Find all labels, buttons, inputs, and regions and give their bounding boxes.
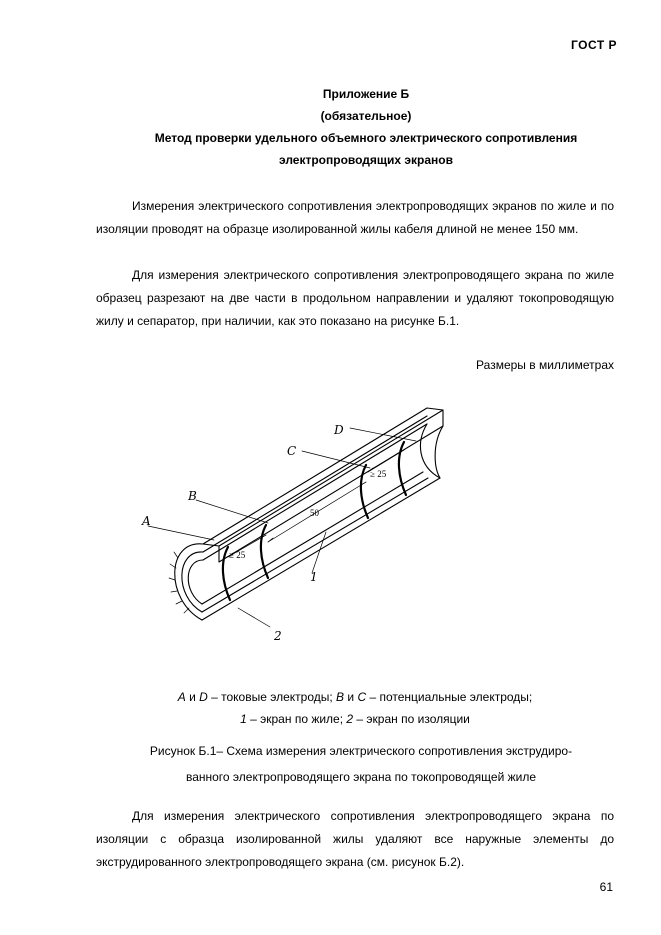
legend-potential-electrodes: – потенциальные электроды;	[366, 690, 533, 704]
dim-label-middle: 50	[310, 508, 319, 518]
electrode-c-ring	[361, 465, 368, 518]
standard-header: ГОСТ Р	[570, 38, 617, 52]
legend-current-electrodes: – токовые электроды;	[207, 690, 337, 704]
cable-half-section-drawing	[118, 392, 458, 662]
appendix-heading	[60, 83, 661, 171]
figure-caption-line-2: ванного электропроводящего экрана по токопроводящей жиле	[185, 770, 537, 784]
figure-caption	[126, 738, 596, 790]
leader-d	[350, 428, 416, 441]
label-electrode-a: A	[142, 514, 151, 528]
page-number: 61	[599, 880, 613, 894]
far-end-outer-arc	[435, 426, 443, 478]
appendix-title: Приложение Б	[322, 87, 410, 101]
label-electrode-b: B	[188, 489, 197, 503]
dimensions-units-note: Размеры в миллиметрах	[476, 358, 614, 372]
appendix-status: (обязательное)	[320, 109, 412, 123]
method-title-line-1: Метод проверки удельного объемного электрического сопротивления	[154, 131, 578, 145]
paragraph-measurement-scope: Измерения электрического сопротивления электропроводящих экранов по жиле и по изоляции проводят на образце изолированной жилы кабеля длиной не менее 150 мм.	[96, 199, 614, 236]
legend-1: 1	[240, 712, 247, 726]
figure-caption-line-1: Рисунок Б.1– Схема измерения электрического сопротивления экструдиро-	[149, 744, 573, 758]
figure-legend-line-2	[96, 706, 614, 732]
label-electrode-d: D	[334, 423, 344, 437]
label-screen-on-insulation: 2	[274, 629, 282, 643]
top-layer-line-2	[203, 424, 427, 560]
legend-a: A	[177, 690, 186, 704]
legend-b: B	[336, 690, 345, 704]
leader-a	[148, 526, 214, 540]
bottom-layer-line	[202, 478, 428, 612]
paragraph-sample-preparation: Для измерения электрического сопротивления электропроводящего экрана по жиле образец разрезают на две части в продольном направлении и удаляют токопроводящую жилу и сепаратор, при наличии, как это показано на рисунке Б.1.	[96, 268, 614, 328]
bottom-inner-line	[202, 472, 423, 604]
bottom-outer-edge	[202, 478, 440, 620]
method-title-line-2: электропроводящих экранов	[278, 153, 454, 167]
dim-label-left-gap: ≥ 25	[229, 550, 246, 560]
electrode-d-ring	[399, 442, 406, 495]
label-electrode-c: C	[287, 444, 297, 458]
legend-2: 2	[346, 712, 354, 726]
dim-label-right-gap: ≥ 25	[370, 469, 387, 479]
figure-b1-diagram	[118, 392, 458, 662]
legend-screen-on-insulation: – экран по изоляции	[353, 712, 470, 726]
legend-and-1: и	[185, 690, 200, 704]
legend-c: C	[357, 690, 367, 704]
label-screen-on-core: 1	[310, 570, 318, 584]
legend-and-2: и	[344, 690, 358, 704]
leader-c	[302, 451, 370, 468]
legend-screen-on-core: – экран по жиле;	[246, 712, 347, 726]
inner-layer-inner-edge	[188, 560, 203, 604]
paragraph-insulation-screen: Для измерения электрического сопротивления электропроводящего экрана по изоляции с образца изолированной жилы удаляют все наружные элементы до экструдированного электропроводящего экрана (см. рисунок Б.2).	[96, 809, 614, 869]
legend-d: D	[199, 690, 208, 704]
top-side-face	[219, 410, 443, 562]
leader-2	[238, 608, 270, 627]
